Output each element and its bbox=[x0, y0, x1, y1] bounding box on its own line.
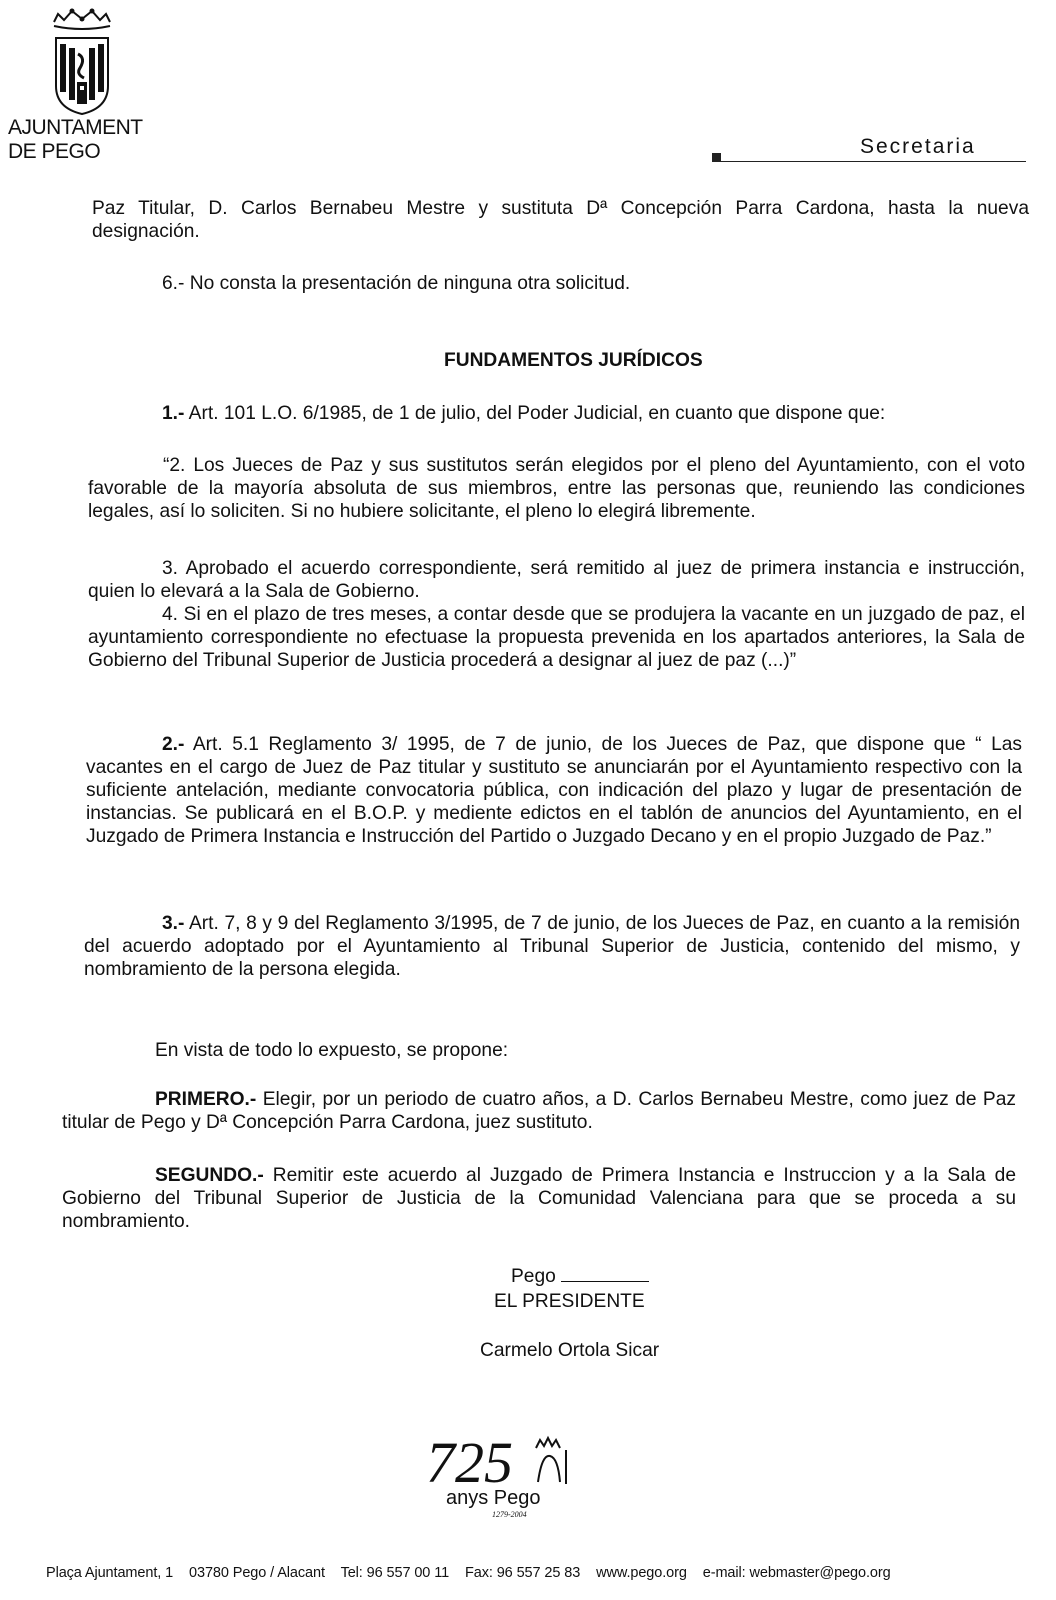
footer-phone: Tel: 96 557 00 11 bbox=[340, 1565, 450, 1581]
fundamento-2-number: 2.- bbox=[162, 734, 185, 755]
proposal-intro: En vista de todo lo expuesto, se propone: bbox=[155, 1040, 509, 1061]
quote-paragraph-4: 4. Si en el plazo de tres meses, a contar desde que se produjera la vacante en un juzgado de paz, el ayuntamiento correspondiente no efectuase la propuesta prevenida en los apartados anteriores, la Sala de Gobierno del Tribunal Superior de Justicia procederá a designar al juez de paz (...)” bbox=[88, 604, 1025, 671]
anniversary-text: anys Pego bbox=[446, 1487, 541, 1509]
fundamento-3-text: Art. 7, 8 y 9 del Reglamento 3/1995, de 7 de junio, de los Jueces de Paz, en cuanto a la remisión del acuerdo adoptado por el Ayuntamiento al Tribunal Superior de Justicia, contenido del mismo, y nombramiento de la persona elegida. bbox=[84, 913, 1020, 980]
anniversary-years: 1279-2004 bbox=[492, 1510, 527, 1519]
segundo-text: Remitir este acuerdo al Juzgado de Primera Instancia e Instruccion y a la Sala de Gobierno del Tribunal Superior de Justicia de la Comunidad Valenciana para que se proceda a su nombramiento. bbox=[62, 1165, 1016, 1232]
signature-place bbox=[511, 1265, 649, 1288]
primero-text: Elegir, por un periodo de cuatro años, a D. Carlos Bernabeu Mestre, como juez de Paz titular de Pego y Dª Concepción Parra Cardona, juez sustituto. bbox=[62, 1089, 1016, 1133]
council-name-line1: AJUNTAMENT bbox=[8, 116, 143, 139]
department-underline bbox=[712, 161, 1026, 162]
anniversary-number: 725 bbox=[426, 1430, 513, 1495]
quote-paragraph-3: 3. Aprobado el acuerdo correspondiente, será remitido al juez de primera instancia e instrucción, quien lo elevará a la Sala de Gobierno. bbox=[88, 558, 1025, 602]
footer-website-link[interactable]: www.pego.org bbox=[596, 1565, 687, 1581]
footer-postal: 03780 Pego / Alacant bbox=[189, 1565, 325, 1581]
signature-role: EL PRESIDENTE bbox=[494, 1291, 645, 1312]
signature-date-blank bbox=[561, 1267, 649, 1282]
anniversary-725-logo bbox=[418, 1420, 578, 1520]
council-name bbox=[8, 116, 143, 164]
primero-label: PRIMERO.- bbox=[155, 1089, 257, 1110]
fundamento-3-number: 3.- bbox=[162, 913, 185, 934]
fundamento-1-text: Art. 101 L.O. 6/1985, de 1 de julio, del Poder Judicial, en cuanto que dispone que: bbox=[184, 403, 886, 424]
footer-contact bbox=[46, 1565, 903, 1581]
fundamento-2-text: Art. 5.1 Reglamento 3/ 1995, de 7 de junio, de los Jueces de Paz, que dispone que “ Las vacantes en el cargo de Juez de Paz titular y sustituto se anunciarán por el Ayuntamiento respectivo con la suficiente antelación, mediante convocatoria pública, con indicación del plazo y lugar de presentación de instancias. Se publicará en el B.O.P. y mediente edictos en el tablón de anuncios del Ayuntamiento, en el Juzgado de Primera Instancia e Instrucción del Partido o Juzgado Decano y en el propio Juzgado de Paz.” bbox=[86, 734, 1022, 847]
council-name-line2: DE PEGO bbox=[8, 140, 101, 163]
fundamento-1-number: 1.- bbox=[162, 403, 185, 424]
signature-place-text: Pego bbox=[511, 1266, 556, 1287]
footer-email-link[interactable]: e-mail: webmaster@pego.org bbox=[702, 1565, 891, 1581]
paragraph-point-6: 6.- No consta la presentación de ninguna otra solicitud. bbox=[162, 273, 631, 294]
fundamento-2 bbox=[86, 733, 1022, 848]
department-marker bbox=[712, 153, 721, 161]
signature-name: Carmelo Ortola Sicar bbox=[480, 1340, 660, 1361]
proposal-segundo bbox=[62, 1164, 1016, 1233]
quote-paragraph-2: “2. Los Jueces de Paz y sus sustitutos serán elegidos por el pleno del Ayuntamiento, con el voto favorable de la mayoría absoluta de sus miembros, entre las personas que, reuniendo las condiciones legales, así lo soliciten. Si no hubiere solicitante, el pleno lo elegirá libremente. bbox=[88, 455, 1025, 522]
municipal-crest-logo bbox=[42, 8, 122, 116]
fundamento-1 bbox=[162, 402, 885, 425]
fundamento-3 bbox=[84, 912, 1020, 981]
segundo-label: SEGUNDO.- bbox=[155, 1165, 264, 1186]
department-label: Secretaria bbox=[860, 135, 976, 158]
paragraph-continuation: Paz Titular, D. Carlos Bernabeu Mestre y sustituta Dª Concepción Parra Cardona, hasta la nueva designación. bbox=[92, 198, 1029, 242]
proposal-primero bbox=[62, 1088, 1016, 1134]
footer-fax: Fax: 96 557 25 83 bbox=[464, 1565, 581, 1581]
section-heading: FUNDAMENTOS JURÍDICOS bbox=[444, 350, 703, 371]
footer-address: Plaça Ajuntament, 1 bbox=[46, 1565, 174, 1581]
